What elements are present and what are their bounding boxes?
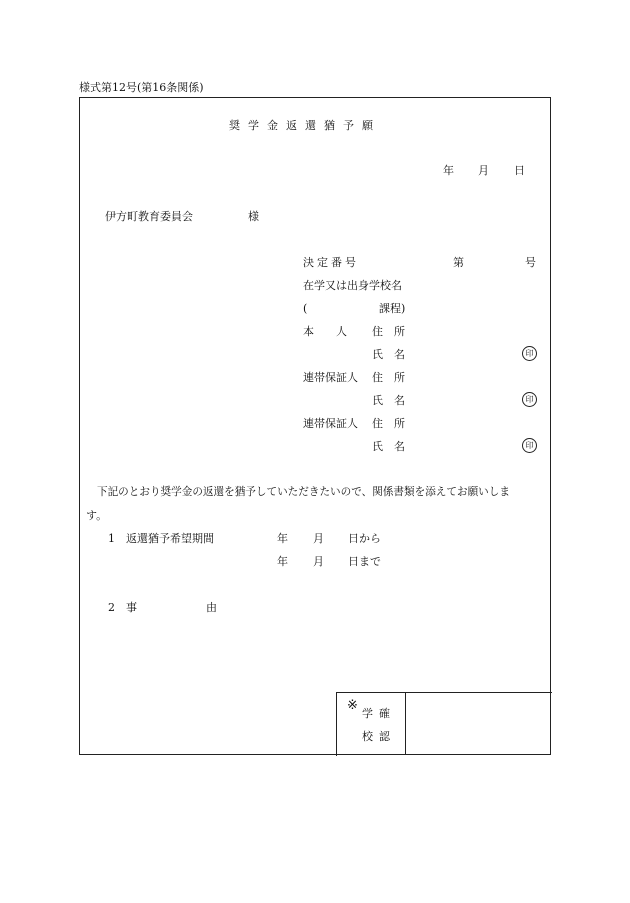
seal-icon: 印 — [522, 346, 537, 361]
course-label: 課程) — [379, 302, 406, 315]
guarantor1-name-label: 氏 名 — [372, 394, 405, 407]
period-to-day: 日まで — [348, 555, 381, 568]
period-to-year: 年 — [277, 555, 288, 568]
confirm-label-line2: 校認 — [362, 730, 396, 743]
period-from-year: 年 — [277, 532, 288, 545]
date-month: 月 — [478, 164, 489, 177]
decision-number-label: 決定番号 — [303, 256, 359, 269]
seal-icon: 印 — [522, 438, 537, 453]
addressee-honorific: 様 — [248, 210, 259, 223]
guarantor2-address-label: 住 所 — [372, 417, 405, 430]
applicant-name-label: 氏 名 — [372, 348, 405, 361]
period-to-month: 月 — [313, 555, 324, 568]
confirm-mark: ※ — [347, 698, 358, 713]
item2-number: 2 — [108, 601, 115, 614]
applicant-role: 本 人 — [303, 325, 347, 338]
guarantor1-address-label: 住 所 — [372, 371, 405, 384]
date-year: 年 — [443, 164, 454, 177]
item2-label-a: 事 — [126, 601, 137, 614]
form-title: 奨学金返還猶予願 — [229, 119, 381, 132]
period-from-month: 月 — [313, 532, 324, 545]
period-from-day: 日から — [348, 532, 381, 545]
guarantor1-role: 連帯保証人 — [303, 371, 358, 384]
school-label: 在学又は出身学校名 — [303, 279, 402, 292]
item1-number: 1 — [108, 532, 115, 545]
confirm-stamp-area[interactable] — [406, 693, 551, 755]
item2-label-b: 由 — [206, 601, 217, 614]
applicant-address-label: 住 所 — [372, 325, 405, 338]
item1-label: 返還猶予希望期間 — [126, 532, 214, 545]
date-day: 日 — [514, 164, 525, 177]
confirm-label-line1: 学確 — [362, 707, 396, 720]
addressee: 伊方町教育委員会 — [105, 210, 193, 223]
decision-dai: 第 — [453, 256, 464, 269]
seal-icon: 印 — [522, 392, 537, 407]
form-number: 様式第12号(第16条関係) — [79, 81, 204, 94]
decision-go: 号 — [525, 256, 536, 269]
guarantor2-role: 連帯保証人 — [303, 417, 358, 430]
body-text-line2: す。 — [86, 509, 108, 522]
course-paren-open: ( — [303, 302, 308, 315]
body-text-line1: 下記のとおり奨学金の返還を猶予していただきたいので、関係書類を添えてお願いしま — [97, 486, 510, 498]
guarantor2-name-label: 氏 名 — [372, 440, 405, 453]
